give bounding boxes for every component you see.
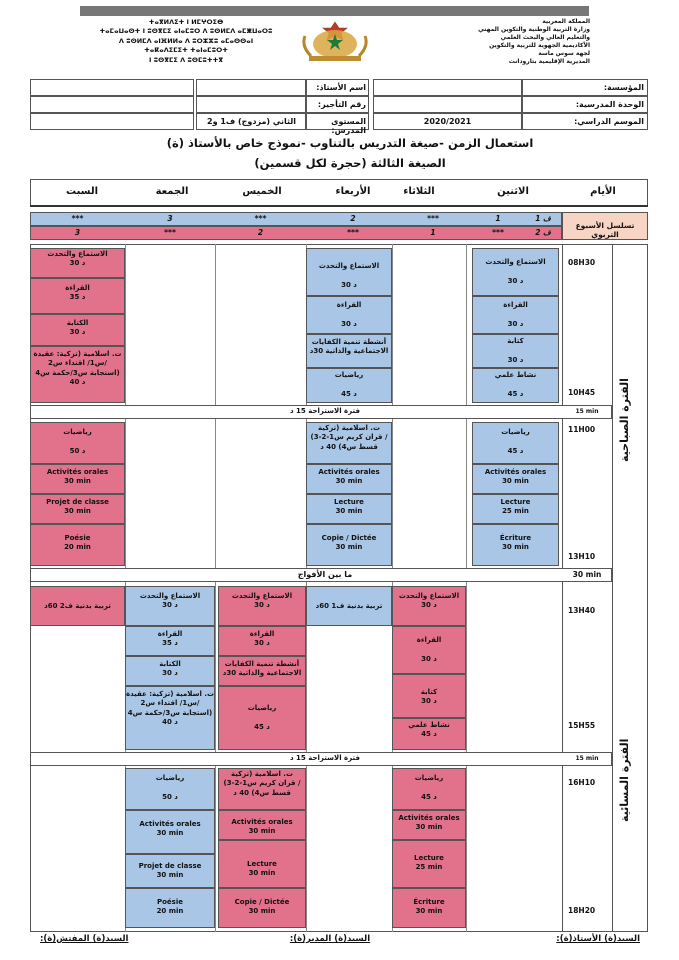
- cell-text: القراءة 35 د: [65, 284, 90, 302]
- cell-text: Écriture 30 min: [413, 898, 445, 916]
- time-1310: 13H10: [568, 552, 596, 561]
- level-value: الثاني (مزدوج) ف1 و2: [207, 117, 296, 126]
- cell-text: نشاط علمي 45 د: [408, 721, 450, 739]
- inspector-signature-label: السيد(ة) المفتش(ة):: [40, 934, 129, 944]
- seq-r1-c1: 1: [495, 214, 501, 223]
- morning-period-label: الفترة الصباحية: [618, 378, 631, 462]
- cell-text: رياضيات 45 د: [334, 371, 364, 398]
- page-subtitle: الصيغة الثالثة (حجرة لكل قسمين): [254, 156, 446, 170]
- grid-line-v2: [612, 244, 613, 932]
- blank-field-1[interactable]: [30, 79, 194, 96]
- day-friday: الجمعة: [155, 186, 189, 197]
- level-label: المستوى المدرس:: [331, 117, 366, 135]
- seq-r2-c1: ***: [492, 228, 504, 237]
- time-1340: 13H40: [568, 606, 596, 615]
- group-1-label: ف 1: [535, 214, 551, 223]
- seq-r2-c4: 2: [257, 228, 264, 237]
- morning-break-duration: 15 min: [575, 408, 599, 415]
- blank-field-2[interactable]: [30, 96, 194, 113]
- cell-text: الاستماع والتحدث 30 د: [318, 262, 380, 289]
- seq-r1-c5: 3: [167, 214, 173, 223]
- time-1100: 11H00: [568, 425, 596, 434]
- cell-text: رياضيات 45 د: [501, 428, 530, 455]
- page-title: استعمال الزمن -صيغة التدريس بالتناوب -نموذج خاص بالأستاذ (ة): [166, 136, 534, 150]
- sequence-label: تسلسل الأسبوع التربوي: [575, 221, 635, 239]
- cell-text: Poésie 20 min: [156, 898, 184, 916]
- cell-text: كتابة 30 د: [420, 688, 438, 706]
- grid-line-v1: [562, 244, 563, 932]
- cell-text: الكتابة 30 د: [66, 319, 89, 337]
- seq-r1-c2: ***: [427, 214, 439, 223]
- time-1610: 16H10: [568, 778, 596, 787]
- cell-text: Lecture 25 min: [414, 854, 444, 872]
- grid-line-v3: [466, 244, 467, 932]
- group-2-label: ف 2: [535, 228, 551, 237]
- cell-text: رياضيات 50 د: [155, 774, 185, 801]
- cell-text: Lecture 30 min: [334, 498, 364, 516]
- days-header-line: [30, 205, 648, 207]
- seq-r1-c4: ***: [254, 214, 267, 223]
- cell-text: الكتابة 30 د: [159, 660, 181, 678]
- seq-r2-c3: ***: [347, 228, 359, 237]
- teacher-signature-label: السيد(ة) الأستاذ(ة):: [556, 934, 640, 944]
- evening-period-label: الفترة المسائية: [618, 738, 631, 822]
- cell-text: Activités orales 30 min: [231, 818, 293, 836]
- payroll-label: رقم التأجير:: [317, 100, 366, 109]
- between-groups-label: ما بين الأفواج: [297, 570, 353, 579]
- arabic-header: المملكة المغربية وزارة التربية الوطنية والتكوين المهني والتعليم العالي والبحث العلمي الأكاديمية الجهوية للتربية والتكوين لجهة سوس ماسة المديرية الإقليمية بتارودانت: [478, 18, 590, 66]
- seq-r1-c3: 2: [350, 214, 356, 223]
- cell-text: القراءة 30 د: [336, 301, 362, 328]
- day-thursday: الخميس: [242, 186, 282, 197]
- time-1555: 15H55: [568, 721, 596, 730]
- cell-text: Projet de classe 30 min: [138, 862, 202, 880]
- cell-text: رياضيات 45 د: [247, 704, 277, 731]
- tifinagh-header: ⵜⴰⴳⵍⴷⵉⵜ ⵏ ⵍⵎⵖⵔⵉⴱ ⵜⴰⵎⴰⵡⴰⵙⵜ ⵏ ⵓⵙⴳⵎⵉ ⴰⵏⴰⵎⵓⵔ ⴷ ⵓⵙⵍⵎⴷ ⴰⵎⵥⵡⴰⵔⵓ ⴷ ⵓⵙⵍⵎⴷ ⴰⵏⴼⵍⵍⴰ ⴷ ⵓⵔⵣⵣⵓ ⴰⵎⴰⵙⵙⴰⵏ ⵜⴰⴽⴰⴷⵉⵎⵉⵜ ⵜⴰⵏⴰⵎⵓⵔⵜ ⵏ ⵓⵙⴳⵎⵉ ⴷ ⵓⵙⵎⵓⵜⵜⴳ: [99, 18, 273, 64]
- grid-line-v6: [215, 244, 216, 932]
- day-monday: الاثنين: [497, 186, 529, 197]
- cell-text: Copie / Dictée 30 min: [321, 534, 377, 552]
- cell-text: الاستماع والتحدث 30 د: [231, 592, 293, 610]
- unit-field[interactable]: [373, 96, 522, 113]
- cell-text: Écriture 30 min: [499, 534, 532, 552]
- cell-text: Activités orales 30 min: [398, 814, 460, 832]
- cell-text: Lecture 30 min: [247, 860, 277, 878]
- seq-r2-c6: 3: [74, 228, 81, 237]
- between-groups-duration: 30 min: [572, 570, 602, 579]
- cell-text: تربية بدنية ف2 60د: [44, 602, 111, 610]
- cell-text: القراءة 30 د: [416, 636, 442, 663]
- time-0830: 08H30: [568, 258, 596, 267]
- cell-text: القراءة 30 د: [249, 630, 275, 648]
- cell-text: Copie / Dictée 30 min: [234, 898, 290, 916]
- emblem-icon: [295, 16, 375, 66]
- blank-field-3[interactable]: [30, 113, 194, 130]
- cell-text: أنشطة تنمية الكفايات الاجتماعية والذاتية 30د: [222, 660, 302, 678]
- day-header-label: الأيام: [590, 186, 616, 197]
- cell-text: Activités orales 30 min: [318, 468, 380, 486]
- cell-text: Lecture 25 min: [500, 498, 531, 516]
- year-label: الموسم الدراسي:: [574, 117, 644, 126]
- cell-text: رياضيات 50 د: [63, 428, 92, 455]
- evening-break-duration: 15 min: [575, 755, 599, 762]
- cell-text: Activités orales 30 min: [484, 468, 547, 486]
- cell-text: القراءة 35 د: [157, 630, 183, 648]
- year-value: 2020/2021: [423, 117, 472, 126]
- cell-text: Poésie 20 min: [64, 534, 91, 552]
- seq-r2-c5: ***: [164, 228, 176, 237]
- morning-break-label: فترة الاستراحة 15 د: [290, 407, 360, 415]
- cell-text: كتابة 30 د: [507, 337, 524, 364]
- seq-r1-c6: ***: [71, 214, 84, 223]
- cell-text: أنشطة تنمية الكفايات الاجتماعية والذاتية 30د: [309, 338, 389, 356]
- seq-r2-c2: 1: [430, 228, 436, 237]
- teacher-name-field[interactable]: [196, 79, 306, 96]
- school-field[interactable]: [373, 79, 522, 96]
- cell-text: Projet de classe 30 min: [46, 498, 109, 516]
- time-1045: 10H45: [568, 388, 596, 397]
- director-signature-label: السيد(ة) المدير(ة):: [289, 934, 371, 944]
- evening-break-label: فترة الاستراحة 15 د: [290, 754, 360, 762]
- day-wednesday: الأربعاء: [335, 186, 371, 197]
- school-label: المؤسسة:: [603, 83, 644, 92]
- teacher-name-label: اسم الأستاذ:: [316, 83, 366, 92]
- cell-text: ت. اسلامية (تزكية: عقيدة س1/ اقتداء س2/ استجابة س3/حكمة س4) 40 د: [125, 690, 215, 727]
- cell-text: الاستماع والتحدث 30 د: [398, 592, 460, 610]
- day-saturday: السبت: [65, 186, 99, 197]
- cell-text: رياضيات 45 د: [414, 774, 444, 801]
- cell-text: تربية بدنية ف1 60د: [315, 602, 383, 610]
- cell-text: ت. اسلامية (تزكية (قران كريم س1-2-3 / قسط س4) 40 د: [310, 424, 388, 451]
- header-top-bar: [80, 6, 589, 16]
- unit-label: الوحدة المدرسية:: [575, 100, 644, 109]
- cell-text: نشاط علمي 45 د: [494, 371, 537, 398]
- cell-text: ت. اسلامية (تزكية: عقيدة س1/ اقتداء س2/ استجابة س3/حكمة س4) 40 د: [33, 350, 122, 387]
- cell-text: الاستماع والتحدث 30 د: [139, 592, 201, 610]
- cell-text: القراءة 30 د: [503, 301, 528, 328]
- cell-text: ت. اسلامية (تزكية (قران كريم س1-2-3 / قسط س4) 40 د: [223, 770, 301, 797]
- time-1820: 18H20: [568, 906, 596, 915]
- day-tuesday: الثلاثاء: [403, 186, 435, 197]
- payroll-field[interactable]: [196, 96, 306, 113]
- cell-text: الاستماع والتحدث 30 د: [485, 258, 546, 285]
- cell-text: الاستماع والتحدث 30 د: [47, 250, 108, 268]
- cell-text: Activités orales 30 min: [46, 468, 109, 486]
- cell-text: Activités orales 30 min: [139, 820, 201, 838]
